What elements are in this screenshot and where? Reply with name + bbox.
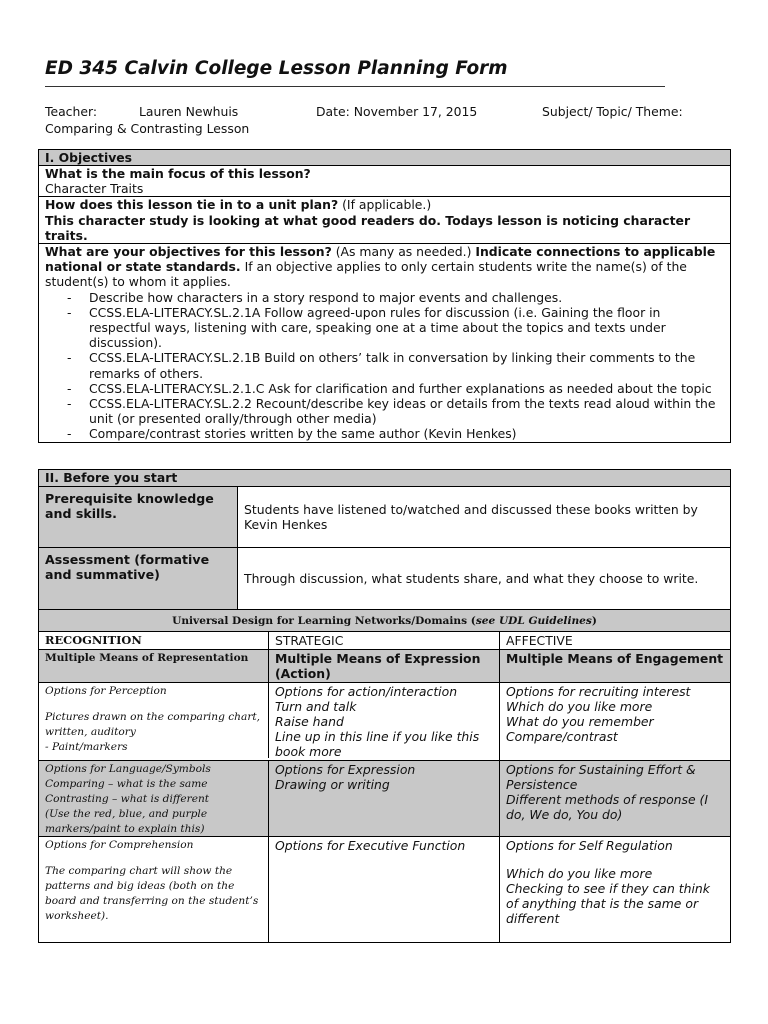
focus-answer: Character Traits [45,181,144,197]
sub-representation: Multiple Means of Representation [39,649,269,682]
teacher-label: Teacher: [45,104,98,119]
students-prompt: If an objective applies to only certain students write the name(s) of the student(s) to whom it applies. [45,259,687,290]
objectives-table [38,149,731,443]
teacher-name: Lauren Newhuis [139,104,239,119]
udl-grid [39,631,730,942]
objective-item: - CCSS.ELA-LITERACY.SL.2.1.C Ask for clarification and further explanations as needed about the topic [89,381,724,396]
effort-cell: Options for Sustaining Effort & Persistence Different methods of response (I do, We do, You do) [500,760,730,836]
perception-cell: Options for Perception Pictures drawn on the comparing chart, written, auditory - Paint/markers [39,682,269,758]
udl-heading: Universal Design for Learning Networks/Domains (see UDL Guidelines) [39,609,730,631]
prereq-row [39,486,730,547]
comprehension-cell: Options for Comprehension The comparing chart will show the patterns and big ideas (both on the board and transferring on the student’s worksheet). [39,836,269,942]
lesson-date: Date: November 17, 2015 [316,104,478,119]
objectives-cell [39,243,730,442]
expression-cell: Options for Expression Drawing or writing [269,760,500,836]
objectives-heading: I. Objectives [39,150,730,166]
col-affective: AFFECTIVE [500,631,730,649]
objective-item: - CCSS.ELA-LITERACY.SL.2.2 Recount/describe key ideas or details from the texts read aloud within the unit (or presented orally/through other media) [89,396,724,426]
interest-cell: Options for recruiting interest Which do you like more What do you remember Compare/contrast [500,682,730,760]
objectives-question: What are your objectives for this lesson? [45,244,332,260]
col-strategic: STRATEGIC [269,631,500,649]
title-divider [45,86,665,87]
executive-cell: Options for Executive Function [269,836,500,942]
language-cell: Options for Language/Symbols Comparing – what is the same Contrasting – what is different (Use the red, blue, and purple markers/paint to explain this) [39,760,269,836]
objectives-question-note: (As many as needed.) [331,244,476,260]
assessment-row [39,547,730,609]
objectives-list [45,290,724,442]
objective-item: - CCSS.ELA-LITERACY.SL.2.1B Build on others’ talk in conversation by linking their comments to the remarks of others. [89,350,724,380]
prereq-value: Students have listened to/watched and discussed these books written by Kevin Henkes [244,502,698,532]
page-title: ED 345 Calvin College Lesson Planning Form [45,58,508,79]
before-heading: II. Before you start [39,470,730,486]
unit-question: How does this lesson tie in to a unit plan? [45,197,339,213]
focus-question: What is the main focus of this lesson? [45,166,311,181]
objective-item: - CCSS.ELA-LITERACY.SL.2.1A Follow agreed-upon rules for discussion (i.e. Gaining the floor in respectful ways, listening with care, speaking one at a time about the topics and texts under discussion). [89,305,724,351]
focus-cell [39,166,730,196]
before-table [38,469,731,943]
unit-cell [39,196,730,243]
subject-label: Subject/ Topic/ Theme: [542,104,683,119]
action-cell: Options for action/interaction Turn and talk Raise hand Line up in this line if you like this book more [269,682,500,760]
self-regulation-cell: Options for Self Regulation Which do you like more Checking to see if they can think of anything that is the same or different [500,836,730,942]
sub-expression: Multiple Means of Expression (Action) [269,649,500,682]
standards-prompt: Indicate connections to applicable national or state standards. [45,244,716,275]
assessment-value: Through discussion, what students share, and what they choose to write. [244,571,699,586]
subject-value: Comparing & Contrasting Lesson [45,121,250,136]
prereq-label: Prerequisite knowledge and skills. [39,487,238,547]
col-recognition: RECOGNITION [39,631,269,649]
objective-item: - Compare/contrast stories written by the same author (Kevin Henkes) [89,426,724,441]
unit-answer: This character study is looking at what good readers do. Todays lesson is noticing character traits. [45,212,691,243]
udl-guidelines-ref: see UDL Guidelines [475,615,592,627]
objective-item: - Describe how characters in a story respond to major events and challenges. [89,290,724,305]
assessment-label: Assessment (formative and summative) [39,548,238,609]
sub-engagement: Multiple Means of Engagement [500,649,730,682]
unit-question-note: (If applicable.) [338,197,432,213]
